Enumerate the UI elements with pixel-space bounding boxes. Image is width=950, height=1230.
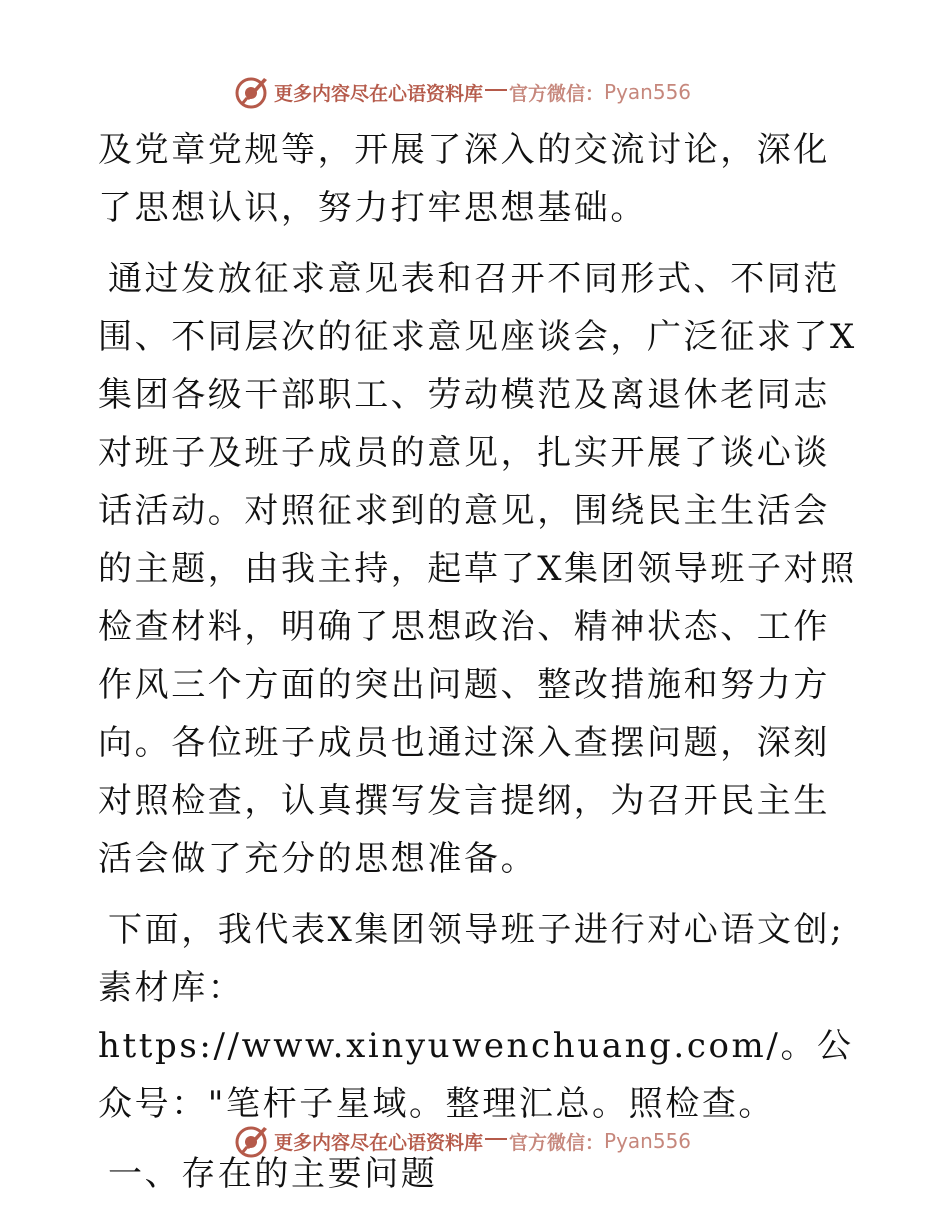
watermark-footer — [234, 1121, 691, 1161]
watermark-header — [234, 72, 691, 112]
quill-logo-icon — [234, 1123, 270, 1159]
watermark-id: Pyan556 — [604, 80, 692, 104]
watermark-text: 更多内容尽在心语资料库 — [274, 1131, 484, 1154]
paragraph-gap — [98, 888, 858, 901]
paragraph-2: 通过发放征求意见表和召开不同形式、不同范围、不同层次的征求意见座谈会，广泛征求了X集团各级干部职工、劳动模范及离退休老同志对班子及班子成员的意见，扎实开展了谈心谈话活动。对照征求到的意见，围绕民主生活会的主题，由我主持，起草了X集团领导班子对照检查材料，明确了思想政治、精神状态、工作作风三个方面的突出问题、整改措施和努力方向。各位班子成员也通过深入查摆问题，深刻对照检查，认真撰写发言提纲，为召开民主生活会做了充分的思想准备。 — [98, 259, 857, 879]
paragraph-1: 及党章党规等，开展了深入的交流讨论，深化了思想认识，努力打牢思想基础。 — [98, 130, 830, 228]
watermark-dash — [485, 89, 507, 91]
watermark-dash — [485, 1138, 507, 1140]
watermark-label: 官方微信： — [509, 82, 605, 105]
paragraph-3: 下面，我代表X集团领导班子进行对心语文创;素材库：https://www.xinyuwenchuang.com/。公众号："笔杆子星域。整理汇总。照检查。 — [98, 910, 854, 1124]
section-heading: 一、存在的主要问题 — [108, 1154, 438, 1194]
watermark-text: 更多内容尽在心语资料库 — [274, 82, 484, 105]
quill-logo-icon — [234, 74, 270, 110]
watermark-id: Pyan556 — [604, 1129, 692, 1153]
watermark-label: 官方微信： — [509, 1131, 605, 1154]
paragraph-gap — [98, 237, 858, 250]
document-body — [98, 121, 858, 1203]
